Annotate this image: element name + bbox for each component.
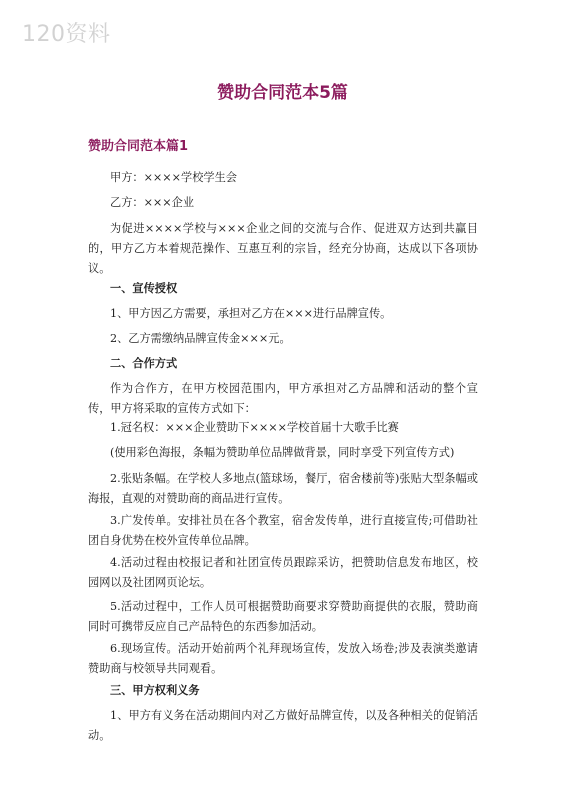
clause-1-2: 2、乙方需缴纳品牌宣传金×××元。 (110, 332, 291, 345)
clause-2-2: 2.张贴条幅。在学校人多地点(篮球场，餐厅，宿舍楼前等)张贴大型条幅或海报，直观的对赞助商的商品进行宣传。 (88, 472, 478, 505)
heading-publicity-authorization: 一、宣传授权 (110, 282, 178, 295)
clause-2-5: 5.活动过程中，工作人员可根据赞助商要求穿赞助商提供的衣服，赞助商同时可携带反应自己产品特色的东西参加活动。 (88, 600, 478, 633)
watermark-logo: 120资料 (22, 22, 111, 47)
party-b-line: 乙方：×××企业 (110, 196, 195, 209)
clause-2-1: 1.冠名权：×××企业赞助下××××学校首届十大歌手比赛 (110, 421, 399, 434)
clause-2-3: 3.广发传单。安排社员在各个教室，宿舍发传单，进行直接宣传;可借助社团自身优势在校外宣传单位品牌。 (88, 514, 478, 547)
clause-2-1-note: (使用彩色海报，条幅为赞助单位品牌做背景，同时享受下列宣传方式) (110, 446, 455, 459)
clause-2-6: 6.现场宣传。活动开始前两个礼拜现场宣传，发放入场卷;涉及表演类邀请赞助商与校领导共同观看。 (88, 642, 478, 675)
intro-paragraph: 为促进××××学校与×××企业之间的交流与合作、促进双方达到共赢目的，甲方乙方本着规范操作、互惠互利的宗旨，经充分协商，达成以下各项协议。 (88, 222, 478, 275)
party-a-line: 甲方：××××学校学生会 (110, 171, 237, 184)
clause-2-4: 4.活动过程由校报记者和社团宣传员跟踪采访，把赞助信息发布地区，校园网以及社团网页论坛。 (88, 556, 478, 589)
clause-1-1: 1、甲方因乙方需要，承担对乙方在×××进行品牌宣传。 (110, 307, 392, 320)
section-title: 赞助合同范本篇1 (88, 139, 189, 154)
clause-2-intro: 作为合作方，在甲方校园范围内，甲方承担对乙方品牌和活动的整个宣传，甲方将采取的宣传方式如下： (88, 382, 478, 415)
heading-cooperation-method: 二、合作方式 (110, 357, 178, 370)
clause-3-1: 1、甲方有义务在活动期间内对乙方做好品牌宣传，以及各种相关的促销活动。 (88, 709, 478, 742)
heading-party-a-rights: 三、甲方权利义务 (110, 684, 200, 697)
document-title: 赞助合同范本5篇 (217, 83, 348, 103)
